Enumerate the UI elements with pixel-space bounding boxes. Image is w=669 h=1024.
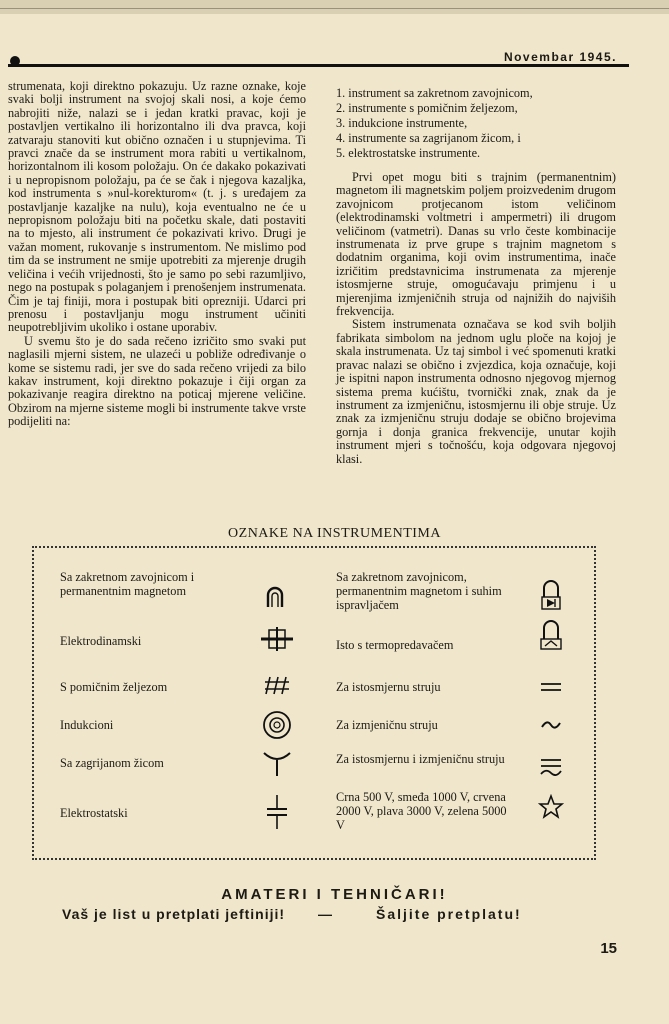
page-top-edge [0, 0, 669, 14]
ac-icon [534, 712, 568, 738]
horseshoe-magnet-icon [260, 584, 290, 610]
list-item: 1. instrument sa zakretnom zavojnicom, [336, 86, 533, 100]
right-row-label: Sa zakretnom zavojnicom, permanentnim magnetom i suhim ispravljačem [336, 570, 502, 612]
electrodynamic-icon [260, 626, 294, 652]
footer-headline: AMATERI I TEHNIČARI! [221, 886, 448, 903]
moving-iron-icon [260, 672, 294, 698]
list-item: 5. elektrostatske instrumente. [336, 146, 481, 160]
footer-dash: — [318, 906, 332, 922]
left-column [8, 80, 306, 429]
left-row-label: S pomičnim željezom [60, 680, 168, 694]
table-title: OZNAKE NA INSTRUMENTIMA [228, 526, 441, 541]
left-row-label: Sa zakretnom zavojnicom i permanentnim magnetom [60, 570, 195, 598]
right-row-label: Za izmjeničnu struju [336, 718, 438, 732]
left-row-label: Elektrodinamski [60, 634, 142, 648]
magnet-thermocouple-icon [534, 618, 568, 654]
right-row-label: Za istosmjernu struju [336, 680, 441, 694]
left-row-label: Indukcioni [60, 718, 114, 732]
header-rule [8, 64, 629, 67]
dc-icon [534, 674, 568, 700]
right-column [336, 80, 616, 466]
right-row-label: Za istosmjernu i izmjeničnu struju [336, 752, 505, 766]
list-item: 3. indukcione instrumente, [336, 116, 468, 130]
right-paragraph-2: Sistem instrumenata označava se kod svih boljih fabrikata simbolom na jednom uglu ploče na kojoj je skala instrumenata. Uz taj simbol i već spomenuti kratki pravac nalazi se obično i zvjezdica, koja označuje, koji je ispitni napon instrumenta odnosno njegovog mjernog sistema prema kućištu, tvornički znak, znak da je instrument za izmjeničnu, istosmjernu ili obje struje. Uz znak za izmjeničnu struju dodaje se obično brojevima gornja i donja granica frekvencije, unutar kojih instrument mjeri s točnošću, koja odgovara njegovoj klasi. [336, 317, 616, 466]
footer-slogan-left: Vaš je list u pretplati jeftiniji! [62, 906, 286, 922]
electrostatic-icon [260, 792, 294, 832]
symbols-table [32, 546, 596, 860]
left-paragraph-2: U svemu što je do sada rečeno izričito smo svaki put naglasili mjerni sistem, ne ulazeći u pobliže određivanje o kome se sistemu radi, jer sve do sada rečeno vrijedi za bilo kakav instrument, koji direktno pokazuje i čiji organ za pokazivanje reagira direktno na poticaj mjerene veličine. Obzirom na mjerne sisteme mogli bi instrumente takve vrste podijeliti na: [8, 333, 306, 429]
induction-icon [260, 708, 294, 742]
star-icon [534, 792, 568, 822]
right-row-label: Crna 500 V, smeđa 1000 V, crvena 2000 V, plava 3000 V, zelena 5000 V [336, 790, 507, 832]
left-row-label: Sa zagrijanom žicom [60, 756, 164, 770]
instrument-list [336, 86, 616, 161]
header-date: Novembar 1945. [503, 50, 617, 64]
page-number: 15 [600, 940, 617, 957]
right-row-label: Isto s termopredavačem [336, 638, 454, 652]
list-item: 4. instrumente sa zagrijanom žicom, i [336, 131, 521, 145]
right-paragraph-1: Prvi opet mogu biti s trajnim (permanentnim) magnetom ili magnetskim poljem proizvedenim drugom zavojnicom protjecanom istom veličinom (elektrodinamski voltmetri i ampermetri) ili drugom veličinom (vatmetri). Danas su vrlo česte kombinacije instrumenata iz prve grupe s trajnim magnetom s dodatnim organima, koji ovim instrumentima, inače izričitim predstavnicima instrumenata za mjerenje istosmjerne struje, omogućavaju primjenu i u mjerenjima izmjeničnih struja od najnižih do najviših frekvencija. [336, 170, 616, 319]
list-item: 2. instrumente s pomičnim željezom, [336, 101, 518, 115]
left-paragraph-1: strumenata, koji direktno pokazuju. Uz razne oznake, koje svaki bolji instrument na svojoj skali nosi, a koje ćemo nabrojiti niže, nalazi se i jedan kratki pravac, koji je postavljen vertikalno ili horizontalno ili dva pravca, koji zatvaraju stanoviti kut obično označen i u stupnjevima. Ti pravci znače da se instrument mora rabiti u vertikalnom, horizontalnom ili kosom položaju. On će dakako pokazivati i u nepropisnom položaju, pa će se čak i njegova kazaljka, kod instrumenta s »nul-korekturom« (t. j. s uređajem za postavljanje kazaljke na nulu), koja eventualno ne će u nepropisnom položaju biti na početku skale, dati postaviti na to mjesto, ali instrument će pokazivati krivo. Drugi je važan moment, rukovanje s instrumentom. Ne mislimo pod tim da se instrument ne smije upotrebiti za mjerenje drugih veličina i većih vrijednosti, što je samo po sebi razumljivo, nego na postupak s polaganjem i prenošenjem instrumenata. Čim je taj finiji, mora i postupak biti oprezniji. Udarci pri prenosu i postavljanju mogu instrument učiniti neupotrebljivim ukoliko i ostane uporabiv. [8, 79, 306, 335]
footer-slogan-right: Šaljite pretplatu! [376, 906, 522, 922]
hot-wire-icon [260, 748, 294, 778]
ac-dc-icon [534, 752, 568, 782]
left-row-label: Elektrostatski [60, 806, 128, 820]
magnet-rectifier-icon [534, 578, 568, 612]
